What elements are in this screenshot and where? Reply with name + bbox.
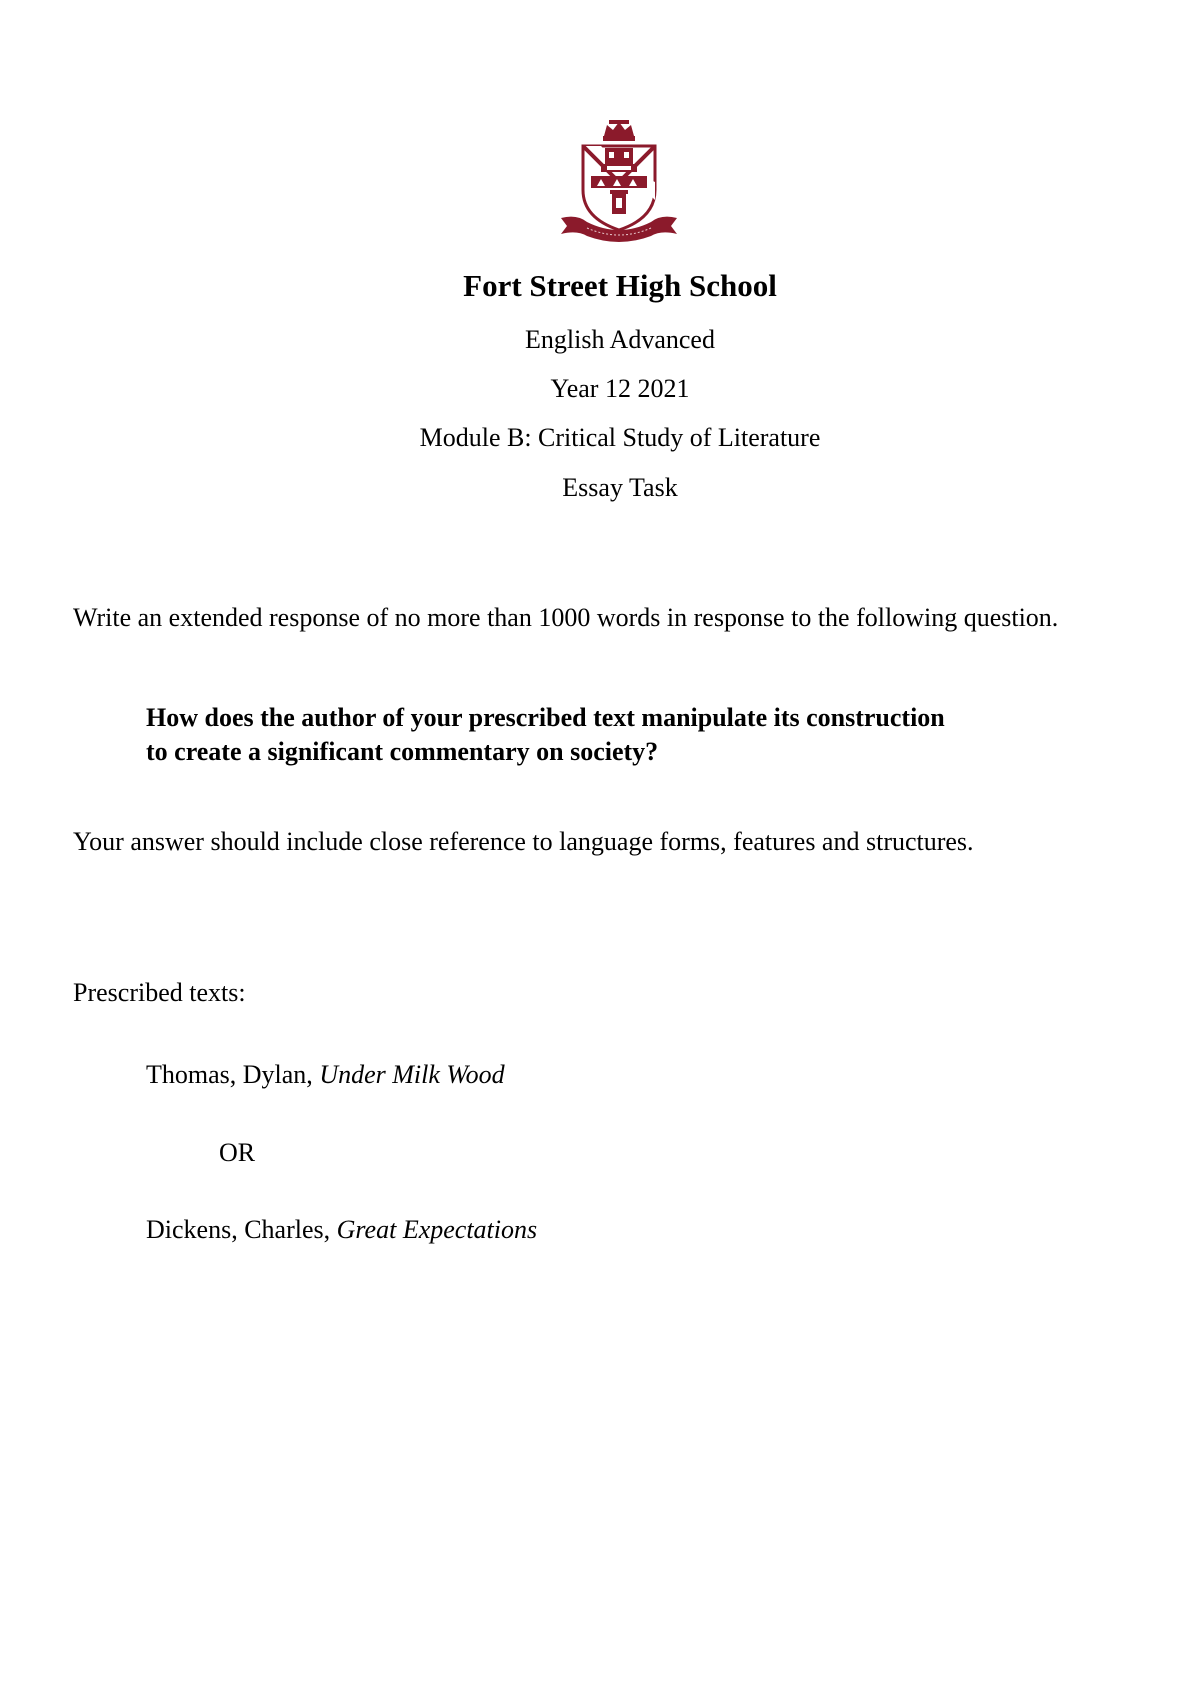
year-line: Year 12 2021 bbox=[550, 374, 690, 403]
essay-question-line-2: to create a significant commentary on society? bbox=[146, 737, 659, 766]
prescribed-text-item bbox=[146, 1215, 537, 1245]
school-name: Fort Street High School bbox=[463, 268, 777, 303]
school-crest-icon bbox=[557, 118, 681, 244]
prescribed-text-author: Dickens, Charles, bbox=[146, 1215, 337, 1244]
prescribed-texts-heading: Prescribed texts: bbox=[73, 978, 246, 1007]
requirement-text: Your answer should include close reference to language forms, features and structures. bbox=[73, 827, 974, 856]
task-line: Essay Task bbox=[562, 473, 678, 502]
or-separator: OR bbox=[219, 1138, 256, 1167]
instruction-text: Write an extended response of no more than 1000 words in response to the following question. bbox=[73, 603, 1059, 632]
prescribed-text-item bbox=[146, 1060, 505, 1090]
subject-line: English Advanced bbox=[525, 325, 715, 354]
essay-question bbox=[146, 701, 945, 769]
module-line: Module B: Critical Study of Literature bbox=[419, 423, 821, 452]
prescribed-text-title: Under Milk Wood bbox=[319, 1060, 505, 1089]
prescribed-text-title: Great Expectations bbox=[336, 1215, 538, 1244]
essay-question-line-1: How does the author of your prescribed text manipulate its construction bbox=[146, 703, 945, 732]
prescribed-text-author: Thomas, Dylan, bbox=[146, 1060, 320, 1089]
